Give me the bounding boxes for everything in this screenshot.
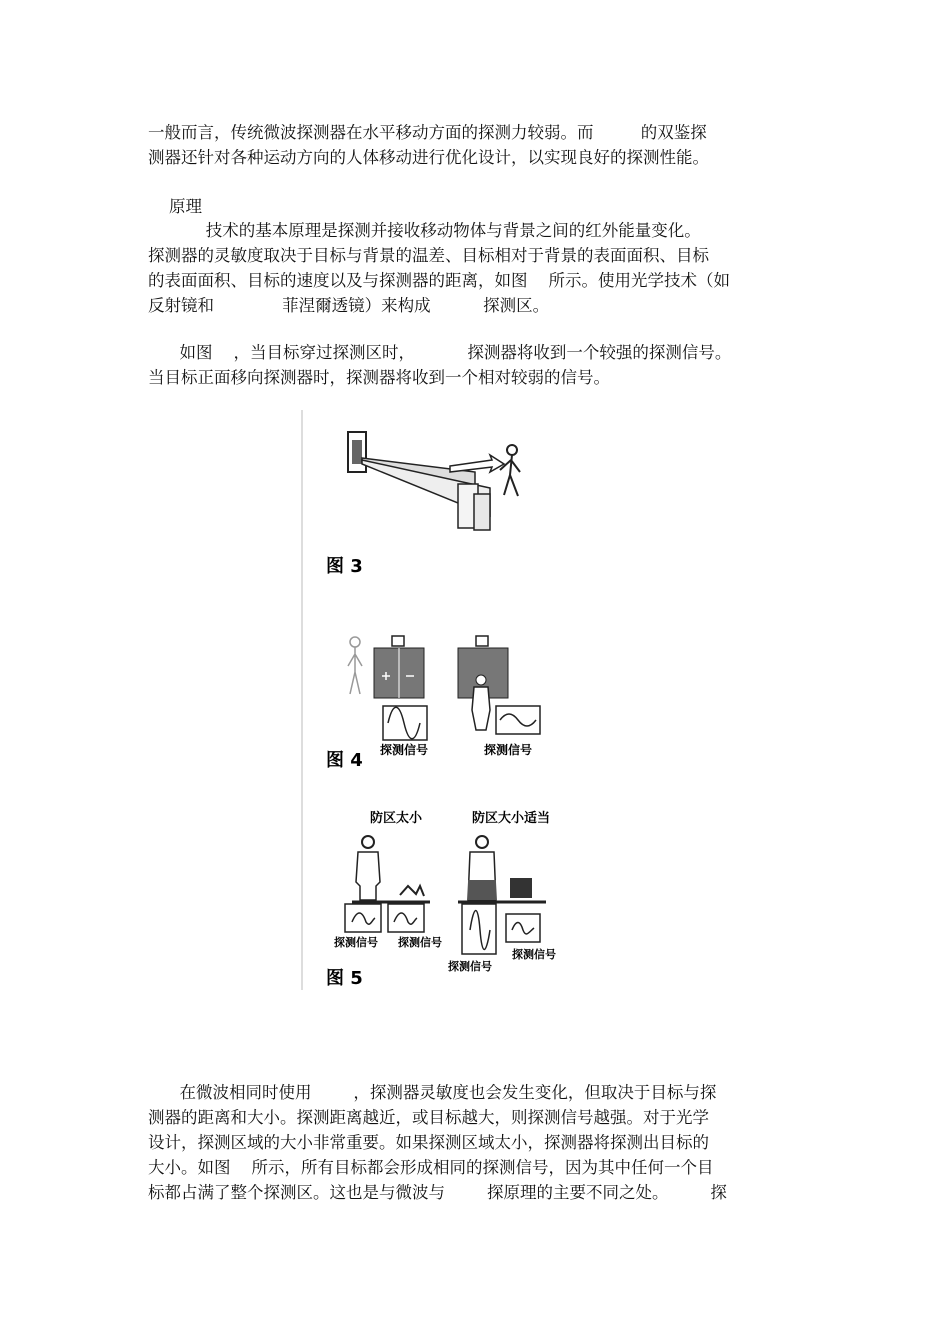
fig5-title-left: 防区太小	[370, 811, 423, 826]
fig5-zone-size-comparison	[334, 810, 556, 973]
text-line: 设计，探测区域的大小非常重要。如果探测区域太小，探测器将探测出目标的	[148, 1133, 709, 1152]
text-line: 探测器的灵敏度取决于目标与背景的温差、目标相对于背景的表面面积、目标	[148, 246, 709, 265]
text-line: 如图 ，当目标穿过探测区时， 探测器将收到一个较强的探测信号。	[148, 343, 732, 362]
paragraph-3	[148, 218, 808, 318]
paragraph-1	[148, 120, 808, 170]
fig5-signal-label-4: 探测信号	[512, 948, 556, 961]
fig4-signal-label-right: 探测信号	[484, 743, 533, 757]
text-line: 当目标正面移向探测器时，探测器将收到一个相对较弱的信号。	[148, 368, 610, 387]
text-line: 原理	[148, 197, 202, 216]
text-line: 测器还针对各种运动方向的人体移动进行优化设计，以实现良好的探测性能。	[148, 148, 709, 167]
paragraph-4	[148, 340, 808, 390]
fig5-caption: 图 5	[326, 968, 363, 989]
fig4-signal-label-left: 探测信号	[380, 743, 429, 757]
fig5-signal-label-1: 探测信号	[334, 936, 378, 949]
text-line: 标都占满了整个探测区。这也是与微波与 探原理的主要不同之处。 探	[148, 1183, 727, 1202]
section-heading	[148, 194, 808, 219]
fig3-caption: 图 3	[326, 556, 363, 577]
text-line: 在微波相同时使用 ，探测器灵敏度也会发生变化，但取决于目标与探	[148, 1083, 717, 1102]
text-line: 测器的距离和大小。探测距离越近，或目标越大，则探测信号越强。对于光学	[148, 1108, 709, 1127]
text-line: 的表面面积、目标的速度以及与探测器的距离，如图 所示。使用光学技术（如	[148, 271, 730, 290]
fig3-detection-scene	[348, 432, 520, 530]
fig4-caption: 图 4	[326, 750, 363, 771]
fig4-detection-comparison	[348, 636, 540, 757]
paragraph-5	[148, 1080, 808, 1205]
text-line: 反射镜和 菲涅爾透镜）来构成 探测区。	[148, 296, 550, 315]
text-line: 一般而言，传统微波探测器在水平移动方面的探测力较弱。而 的双鉴探	[148, 123, 707, 142]
pir-illustration	[300, 410, 575, 990]
text-line: 技术的基本原理是探测并接收移动物体与背景之间的红外能量变化。	[148, 221, 701, 240]
fig5-signal-label-2: 探测信号	[398, 936, 442, 949]
fig5-title-right: 防区大小适当	[472, 811, 551, 826]
fig5-signal-label-3: 探测信号	[448, 960, 492, 973]
pir-diagram	[300, 410, 575, 990]
text-line: 大小。如图 所示，所有目标都会形成相同的探测信号，因为其中任何一个目	[148, 1158, 714, 1177]
